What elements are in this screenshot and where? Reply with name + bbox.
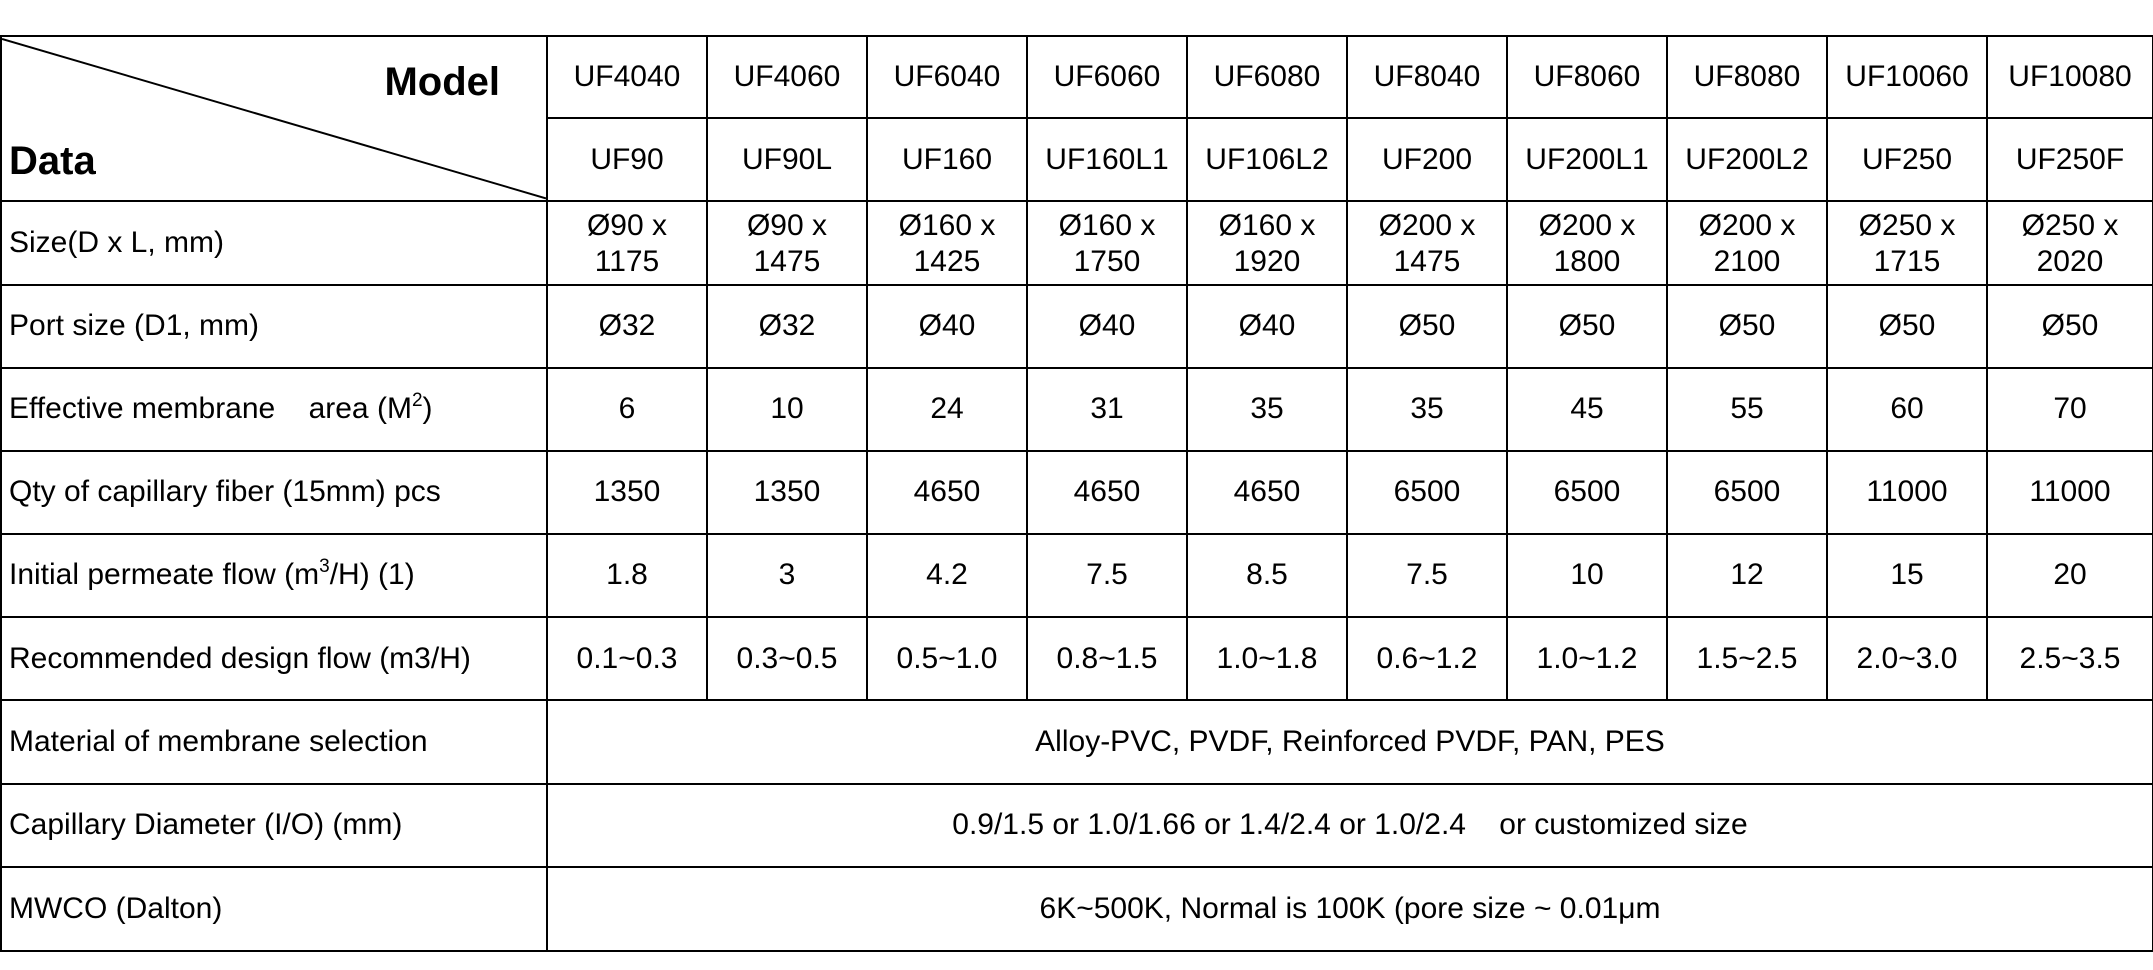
row-label-permeate-flow: Initial permeate flow $(m^3/H)$ (1)	[1, 534, 547, 617]
membrane-area-cell: 6	[547, 368, 707, 451]
fiber-qty-cell: 1350	[707, 451, 867, 534]
row-label-port-size: Port size (D1, mm)	[1, 285, 547, 368]
header-row-models	[1, 36, 2153, 118]
design-flow-cell: 1.5~2.5	[1667, 617, 1827, 700]
alt-model-cell: UF106L2	[1187, 118, 1347, 201]
size-cell: Ø250 x 1715	[1827, 201, 1987, 284]
row-mwco	[1, 867, 2153, 951]
membrane-area-cell: 10	[707, 368, 867, 451]
alt-model-cell: UF160	[867, 118, 1027, 201]
port-size-cell: Ø40	[1187, 285, 1347, 368]
port-size-cell: Ø50	[1347, 285, 1507, 368]
permeate-flow-cell: 1.8	[547, 534, 707, 617]
model-cell: UF8080	[1667, 36, 1827, 118]
fiber-qty-cell: 6500	[1667, 451, 1827, 534]
row-fiber-qty	[1, 451, 2153, 534]
port-size-cell: Ø40	[867, 285, 1027, 368]
row-label-membrane-area: Effective membrane area $(M^2)$	[1, 368, 547, 451]
design-flow-cell: 0.5~1.0	[867, 617, 1027, 700]
row-design-flow	[1, 617, 2153, 700]
permeate-flow-cell: 7.5	[1027, 534, 1187, 617]
port-size-cell: Ø50	[1667, 285, 1827, 368]
membrane-area-cell: 45	[1507, 368, 1667, 451]
port-size-cell: Ø50	[1827, 285, 1987, 368]
row-capillary-diameter	[1, 784, 2153, 867]
fiber-qty-cell: 4650	[867, 451, 1027, 534]
membrane-area-cell: 55	[1667, 368, 1827, 451]
row-size	[1, 201, 2153, 284]
size-cell: Ø200 x 1800	[1507, 201, 1667, 284]
permeate-flow-cell: 8.5	[1187, 534, 1347, 617]
permeate-flow-cell: 15	[1827, 534, 1987, 617]
model-cell: UF4040	[547, 36, 707, 118]
row-material	[1, 700, 2153, 783]
model-cell: UF8040	[1347, 36, 1507, 118]
model-cell: UF4060	[707, 36, 867, 118]
design-flow-cell: 0.3~0.5	[707, 617, 867, 700]
design-flow-cell: 2.0~3.0	[1827, 617, 1987, 700]
model-cell: UF6040	[867, 36, 1027, 118]
size-cell: Ø90 x 1475	[707, 201, 867, 284]
row-label-fiber-qty: Qty of capillary fiber (15mm) pcs	[1, 451, 547, 534]
permeate-flow-cell: 10	[1507, 534, 1667, 617]
spec-table	[0, 35, 2153, 952]
row-label-size: Size(D x L, mm)	[1, 201, 547, 284]
alt-model-cell: UF200L2	[1667, 118, 1827, 201]
permeate-flow-cell: 4.2	[867, 534, 1027, 617]
port-size-cell: Ø40	[1027, 285, 1187, 368]
size-cell: Ø160 x 1920	[1187, 201, 1347, 284]
design-flow-cell: 0.6~1.2	[1347, 617, 1507, 700]
fiber-qty-cell: 4650	[1027, 451, 1187, 534]
fiber-qty-cell: 11000	[1987, 451, 2153, 534]
alt-model-cell: UF250	[1827, 118, 1987, 201]
port-size-cell: Ø50	[1987, 285, 2153, 368]
design-flow-cell: 1.0~1.2	[1507, 617, 1667, 700]
model-cell: UF6060	[1027, 36, 1187, 118]
alt-model-cell: UF200	[1347, 118, 1507, 201]
capillary-diameter-value: 0.9/1.5 or 1.0/1.66 or 1.4/2.4 or 1.0/2.4 or customized size	[547, 784, 2153, 867]
alt-model-cell: UF160L1	[1027, 118, 1187, 201]
alt-model-cell: UF250F	[1987, 118, 2153, 201]
row-membrane-area	[1, 368, 2153, 451]
material-value: Alloy-PVC, PVDF, Reinforced PVDF, PAN, PES	[547, 700, 2153, 783]
port-size-cell: Ø50	[1507, 285, 1667, 368]
design-flow-cell: 0.1~0.3	[547, 617, 707, 700]
port-size-cell: Ø32	[547, 285, 707, 368]
fiber-qty-cell: 6500	[1507, 451, 1667, 534]
design-flow-cell: 1.0~1.8	[1187, 617, 1347, 700]
design-flow-cell: 0.8~1.5	[1027, 617, 1187, 700]
row-label-design-flow: Recommended design flow (m3/H)	[1, 617, 547, 700]
fiber-qty-cell: 6500	[1347, 451, 1507, 534]
model-cell: UF10060	[1827, 36, 1987, 118]
size-cell: Ø200 x 1475	[1347, 201, 1507, 284]
membrane-area-cell: 35	[1187, 368, 1347, 451]
row-label-material: Material of membrane selection	[1, 700, 547, 783]
model-cell: UF8060	[1507, 36, 1667, 118]
model-cell: UF10080	[1987, 36, 2153, 118]
design-flow-cell: 2.5~3.5	[1987, 617, 2153, 700]
membrane-area-cell: 60	[1827, 368, 1987, 451]
membrane-area-cell: 24	[867, 368, 1027, 451]
size-cell: Ø160 x 1425	[867, 201, 1027, 284]
permeate-flow-cell: 7.5	[1347, 534, 1507, 617]
size-cell: Ø200 x 2100	[1667, 201, 1827, 284]
row-label-capillary-diameter: Capillary Diameter (I/O) (mm)	[1, 784, 547, 867]
row-permeate-flow	[1, 534, 2153, 617]
corner-header-cell	[1, 36, 547, 201]
alt-model-cell: UF90	[547, 118, 707, 201]
membrane-area-cell: 31	[1027, 368, 1187, 451]
size-cell: Ø90 x 1175	[547, 201, 707, 284]
row-port-size	[1, 285, 2153, 368]
mwco-value: 6K~500K, Normal is 100K (pore size ~ 0.01μm	[547, 867, 2153, 951]
alt-model-cell: UF90L	[707, 118, 867, 201]
membrane-area-cell: 70	[1987, 368, 2153, 451]
row-label-mwco: MWCO (Dalton)	[1, 867, 547, 951]
data-label: Data	[9, 139, 96, 184]
fiber-qty-cell: 11000	[1827, 451, 1987, 534]
port-size-cell: Ø32	[707, 285, 867, 368]
model-label: Model	[384, 60, 500, 104]
fiber-qty-cell: 4650	[1187, 451, 1347, 534]
size-cell: Ø160 x 1750	[1027, 201, 1187, 284]
permeate-flow-cell: 12	[1667, 534, 1827, 617]
permeate-flow-cell: 3	[707, 534, 867, 617]
alt-model-cell: UF200L1	[1507, 118, 1667, 201]
membrane-area-cell: 35	[1347, 368, 1507, 451]
fiber-qty-cell: 1350	[547, 451, 707, 534]
permeate-flow-cell: 20	[1987, 534, 2153, 617]
model-cell: UF6080	[1187, 36, 1347, 118]
size-cell: Ø250 x 2020	[1987, 201, 2153, 284]
